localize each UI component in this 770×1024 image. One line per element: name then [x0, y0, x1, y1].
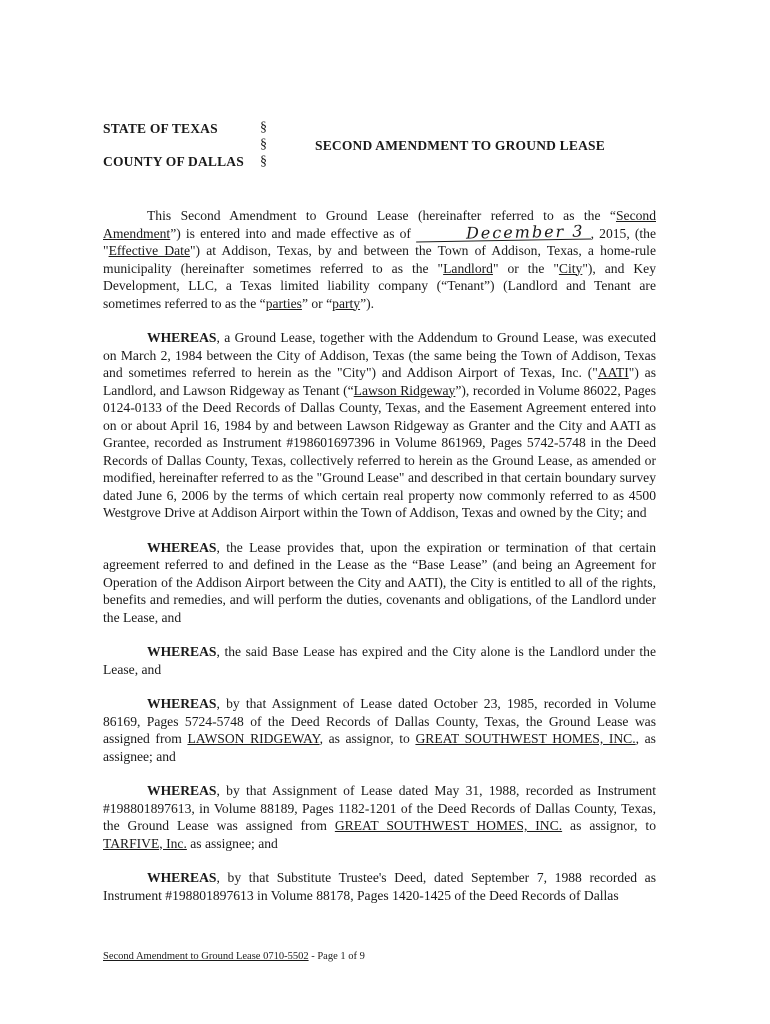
- defined-term: Lawson Ridgeway: [353, 382, 456, 398]
- document-body: [103, 207, 656, 921]
- footer-page-number: - Page 1 of 9: [308, 951, 365, 962]
- section-symbol: §: [260, 154, 267, 169]
- defined-term: Landlord: [443, 260, 493, 276]
- county-caption: COUNTY OF DALLAS: [103, 154, 244, 169]
- state-caption: STATE OF TEXAS: [103, 121, 218, 136]
- section-symbol: §: [260, 137, 267, 152]
- document-title: SECOND AMENDMENT TO GROUND LEASE: [315, 138, 605, 153]
- defined-term: AATI: [597, 365, 629, 380]
- whereas-paragraph: WHEREAS, by that Assignment of Lease dated October 23, 1985, recorded in Volume 86169, Pages 5724-5748 of the Deed Records of Dallas County, Texas, the Ground Lease was assigned from LAWSON RIDGEWAY, as assignor, to GREAT SOUTHWEST HOMES, INC., as assignee; and: [103, 696, 656, 764]
- whereas-paragraph: WHEREAS, by that Assignment of Lease dated May 31, 1988, recorded as Instrument #198801897613, in Volume 88189, Pages 1182-1201 of the Deed Records of Dallas County, Texas, the Ground Lease was assigned from GREAT SOUTHWEST HOMES, INC. as assignor, to TARFIVE, Inc. as assignee; and: [103, 783, 656, 851]
- page-footer: [103, 951, 365, 962]
- whereas-paragraph: WHEREAS, the said Base Lease has expired and the City alone is the Landlord under the Lease, and: [103, 644, 656, 677]
- footer-doc-title: Second Amendment to Ground Lease 0710-5502: [103, 951, 309, 962]
- intro-paragraph: This Second Amendment to Ground Lease (hereinafter referred to as the “Second Amendment”) is entered into and made effective as of December 3 , 2015, (the "Effective Date") at Addison, Texas, by and between the Town of Addison, Texas, a home-rule municipality (hereinafter sometimes referred to as the "Landlord" or the "City"), and Key Development, LLC, a Texas limited liability company (“Tenant”) (Landlord and Tenant are sometimes referred to as the “parties” or “party”).: [103, 208, 657, 311]
- defined-term: parties: [265, 295, 302, 311]
- section-symbol: §: [260, 120, 267, 135]
- defined-term: Effective Date: [108, 243, 190, 258]
- defined-term: City: [558, 260, 583, 276]
- whereas-paragraph: WHEREAS, by that Substitute Trustee's Deed, dated September 7, 1988 recorded as Instrument #198801897613 in Volume 88178, Pages 1420-1425 of the Deed Records of Dallas: [103, 870, 656, 903]
- defined-term: Second Amendment: [103, 208, 656, 241]
- defined-term: party: [332, 295, 361, 311]
- party-name: LAWSON RIDGEWAY: [187, 731, 320, 746]
- party-name: GREAT SOUTHWEST HOMES, INC.: [415, 731, 636, 746]
- party-name: TARFIVE, Inc.: [103, 835, 187, 851]
- whereas-paragraph: WHEREAS, a Ground Lease, together with the Addendum to Ground Lease, was executed on March 2, 1984 between the City of Addison, Texas (the same being the Town of Addison, Texas and sometimes referred to herein as the "City") and Addison Airport of Texas, Inc. ("AATI") as Landlord, and Lawson Ridgeway as Tenant (“Lawson Ridgeway”), recorded in Volume 86022, Pages 0124-0133 of the Deed Records of Dallas County, Texas, and the Easement Agreement entered into on or about April 16, 1984 by and between Lawson Ridgeway as Granter and the City and AATI as Grantee, recorded as Instrument #198601697396 in Volume 861969, Pages 5742-5748 in the Deed Records of Dallas County, Texas, collectively referred to herein as the Ground Lease, as amended or modified, hereinafter referred to as the "Ground Lease" and described in that certain boundary survey dated June 6, 2006 by the terms of which certain real property now commonly referred to as 4500 Westgrove Drive at Addison Airport within the Town of Addison, Texas and owned by the City; and: [103, 330, 656, 520]
- party-name: GREAT SOUTHWEST HOMES, INC.: [334, 818, 563, 833]
- whereas-paragraph: WHEREAS, the Lease provides that, upon the expiration or termination of that certain agreement referred to and defined in the Lease as the “Base Lease” (and being an Agreement for Operation of the Addison Airport between the City and AATI), the City is entitled to all of the rights, benefits and remedies, and will perform the duties, covenants and obligations, of the Landlord under the Lease, and: [103, 539, 656, 625]
- handwritten-date: December 3: [416, 224, 591, 242]
